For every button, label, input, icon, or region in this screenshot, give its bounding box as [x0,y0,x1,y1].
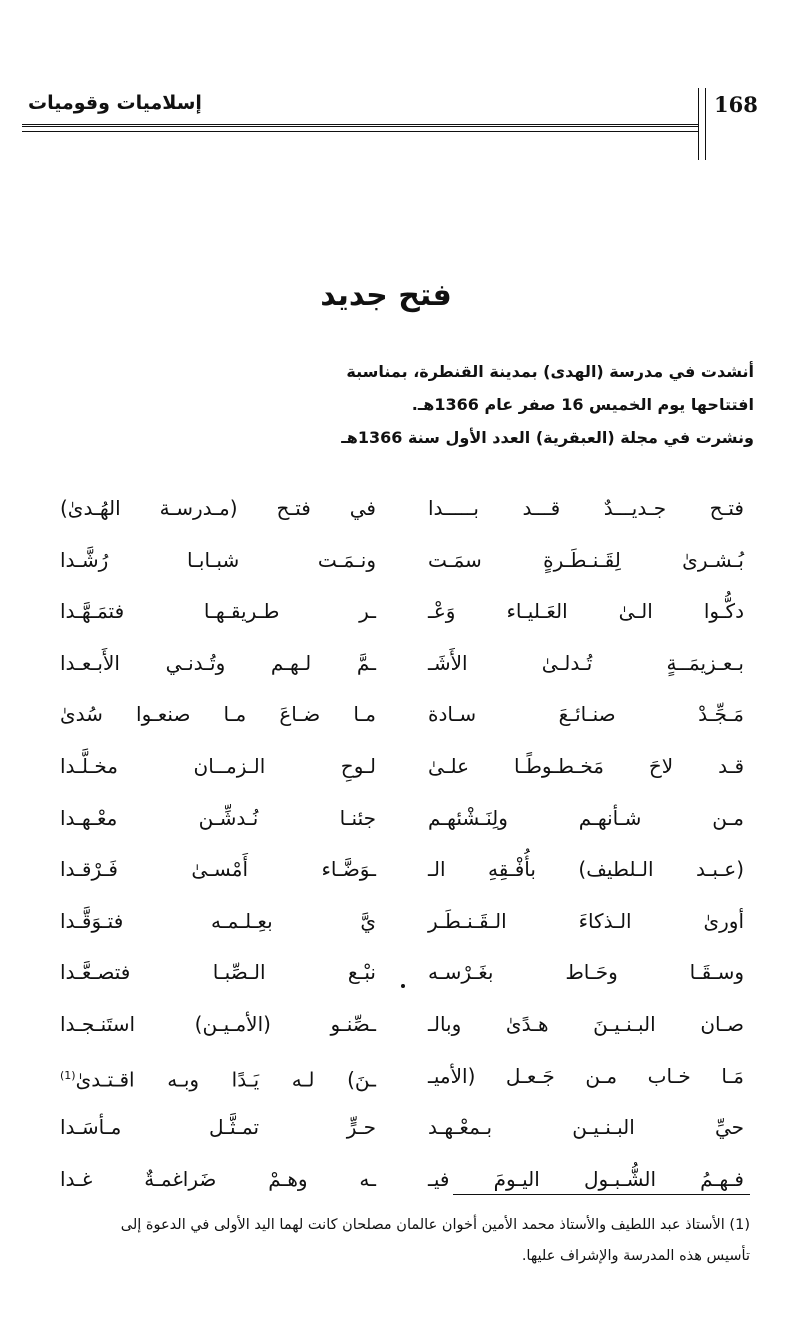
verse-first-hemistich: فـهـمُ الشُّـبـول الیـومَ فيـ [428,1166,744,1191]
verse-first-hemistich: دکُّـوا الـیٰ العَـلیـاء وَعْـ [428,599,744,624]
verse-second-hemistich: ـمَّ لـهـم وتُـدنـي الأَبـعـدا [60,650,376,675]
verse-second-hemistich: مـا ضـاعَ مـا صنعـوا سُدیٰ [60,702,376,727]
footnote-line: تأسيس هذه المدرسة والإشراف عليها. [521,1248,750,1264]
verse-second-hemistich: ـوَضَّـاء أَمْسـیٰ فَـرْقـدا [60,857,376,882]
verse-second-hemistich: جئنـا نُـدشِّـن معْـهـدا [60,805,376,830]
verse-second-hemistich: ـه وهـمْ ضَراغمـةٌ غـدا [60,1166,376,1191]
verse-second-hemistich: لـوحِ الـزمــان مخـلَّـدا [60,753,376,778]
verse-first-hemistich: مَـا خـاب مـن جَـعـل (الأمیـ [428,1063,744,1088]
verse [0,1107,788,1159]
verse [0,1056,788,1108]
verse-first-hemistich: بُـشـریٰ لِقَـنـطَـرةٍ سمَـت [428,547,744,572]
verse-second-hemistich: في فتـح (مـدرسـة الهُـدیٰ) [60,496,376,520]
verse-first-hemistich: فتـح جـديـــدٌ قـــد بـــــدا [428,496,744,520]
verse-first-hemistich: صـان البـنـیـنَ هـدًیٰ وبالـ [428,1011,744,1036]
verse-second-hemistich [60,1056,376,1100]
verse [0,591,788,643]
verse-first-hemistich: مـن شـأنهـم ولِنَـشْئهـم [428,805,744,830]
poem-intro [40,355,754,454]
header-vertical-rule [698,88,706,160]
verse [0,1004,788,1056]
verse [0,746,788,798]
poem-title: فتح جديد [320,278,452,313]
footnote-line: (1) الأستاذ عبد اللطيف والأستاذ محمد الأمين أخوان عالمان مصلحان كانت لهما اليد الأولى في الدعوة إلى [120,1217,750,1233]
verse-first-hemistich: وسـقَـا وحَـاط بغَـرْسـه [428,960,744,985]
footnote-marker: (1) [60,1068,76,1082]
intro-line: أنشدت في مدرسة (الهدى) بمدينة القنطرة، بمناسبة [346,362,754,381]
verse-second-hemistich: ونـمَـت شبـابـا رُشَّـدا [60,547,376,572]
verse [0,952,788,1004]
verse [0,643,788,695]
page-number: 168 [714,92,758,117]
header-rule-thin [22,131,698,132]
verse [0,1159,788,1211]
verse [0,694,788,746]
verse [0,849,788,901]
verse-first-hemistich: حيِّ البـنـیـن بـمعْـهـد [428,1115,744,1140]
verse-first-hemistich: بـعـزيمَــةٍ تُـدلـیٰ الأَشَـ [428,650,744,675]
verse [0,488,788,540]
print-speck [401,984,405,988]
verse-second-hemistich-text: ـنَ) لـه يَـدًا وبـه اقـتـدیٰ [75,1067,376,1092]
verse-first-hemistich: (عـبـد الـلطيف) بأُفْـقِهِ الـ [428,857,744,882]
verse [0,798,788,850]
verse-second-hemistich: ـر طـریقـهـا فتمَـهَّـدا [60,599,376,624]
verse-first-hemistich: أوریٰ الـذکاءَ الـقَـنـطَـر [428,908,744,933]
verse-second-hemistich: يَّ بعِـلـمـه فتـوَقَّـدا [60,908,376,933]
verse-second-hemistich: حـرٍّ تمـثَّـل مـأسَـدا [60,1115,376,1140]
verse [0,540,788,592]
verse [0,901,788,953]
verse-first-hemistich: مَـجِّـدْ صنـائـعَ سـادة [428,702,744,727]
verse-second-hemistich: نبْـع الـصِّبـا فتصـعَّـدا [60,960,376,985]
footnote-rule [453,1194,750,1195]
footnote [46,1210,750,1272]
intro-line: ونشرت في مجلة (العبقرية) العدد الأول سنة 1366هـ [341,428,754,447]
running-header-title: إسلاميات وقوميات [28,92,202,114]
verse-first-hemistich: قـد لاحَ مَخـطـوطًـا علـیٰ [428,753,744,778]
intro-line: افتتاحها يوم الخميس 16 صفر عام 1366هـ. [411,395,754,414]
header-rule [22,124,698,127]
verse-second-hemistich: ـصِّنـو (الأمـیـن) استَنـجـدا [60,1011,376,1036]
poem-body [0,488,788,1210]
